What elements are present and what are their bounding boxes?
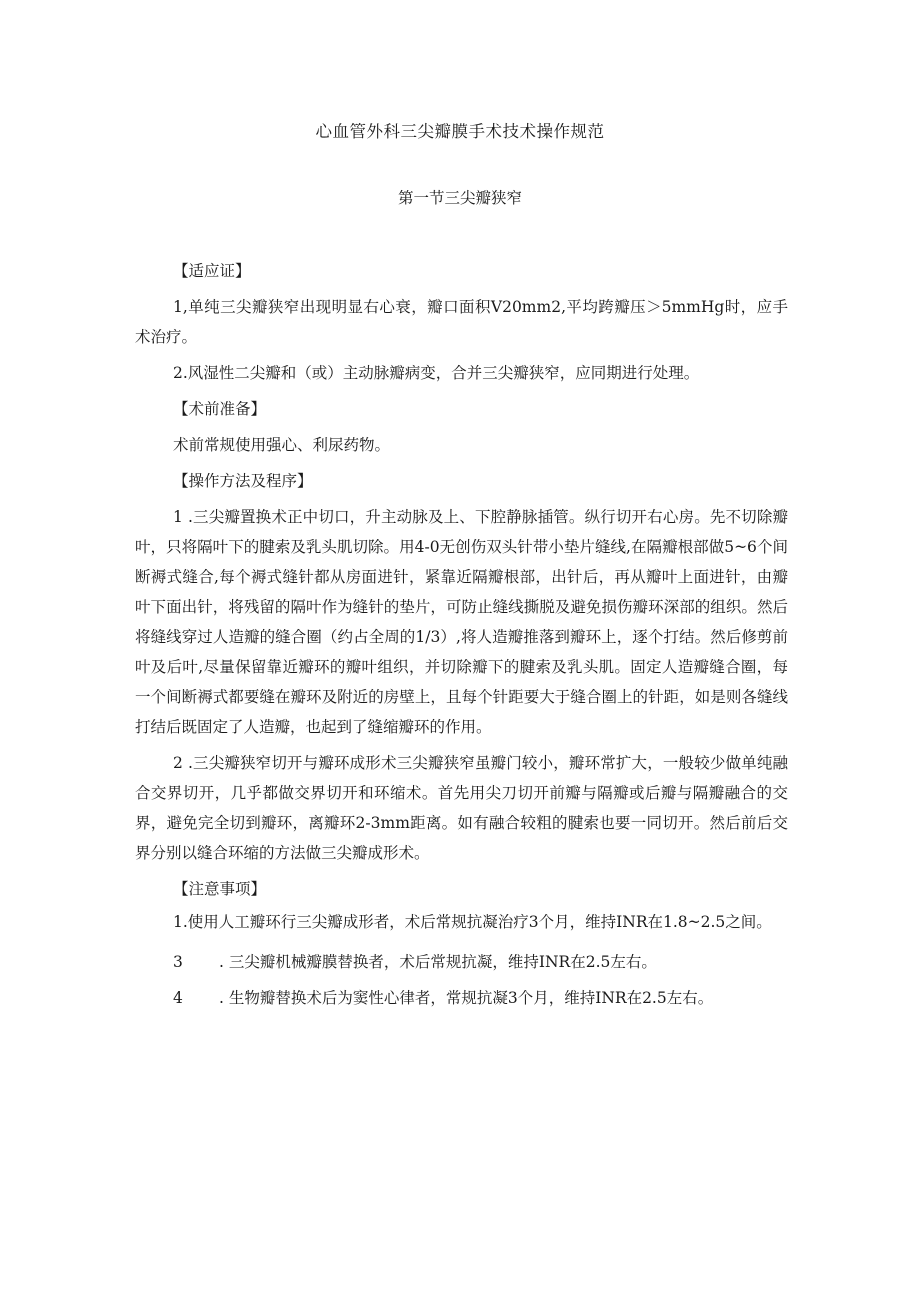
notes-item-3-number: 4 [173,989,183,1007]
procedure-item-1: 1 .三尖瓣置换术正中切口，升主动脉及上、下腔静脉插管。纵行切开右心房。先不切除瓣叶，只将隔叶下的腱索及乳头肌切除。用4-0无创伤双头针带小垫片缝线,在隔瓣根部做5~6个间断褥式缝合,每个褥式缝针都从房面进针，紧靠近隔瓣根部，出针后，再从瓣叶上面进针，由瓣叶下面出针，将残留的隔叶作为缝针的垫片，可防止缝线撕脱及避免损伤瓣环深部的组织。然后将缝线穿过人造瓣的缝合圈（约占全周的1/3）,将人造瓣推落到瓣环上，逐个打结。然后修剪前叶及后叶,尽量保留靠近瓣环的瓣叶组织，并切除瓣下的腱索及乳头肌。固定人造瓣缝合圈，每一个间断褥式都要缝在瓣环及附近的房壁上，且每个针距要大于缝合圈上的针距，如是则各缝线打结后既固定了人造瓣，也起到了缝缩瓣环的作用。 [135,508,788,736]
document-title: 心血管外科三尖瓣膜手术技术操作规范 [315,122,605,141]
document-body [135,256,788,1019]
notes-item-3-text: . 生物瓣替换术后为窦性心律者，常规抗凝3个月，维持INR在2.5左右。 [219,989,714,1007]
indications-heading: 【适应证】 [173,262,251,280]
notes-item-2-text: . 三尖瓣机械瓣膜替换者，术后常规抗凝，维持INR在2.5左右。 [219,953,657,971]
notes-item-3 [135,983,788,1013]
notes-item-2 [135,947,788,977]
preop-text: 术前常规使用强心、利尿药物。 [173,436,391,454]
section-title: 第一节三尖瓣狭窄 [397,189,522,207]
indication-item-2: 2.风湿性二尖瓣和（或）主动脉瓣病变，合并三尖瓣狭窄，应同期进行处理。 [173,364,700,382]
indication-item-1: 1,单纯三尖瓣狭窄出现明显右心衰，瓣口面积V20mm2,平均跨瓣压＞5mmHg时，应手术治疗。 [135,298,788,346]
procedure-item-2: 2 .三尖瓣狭窄切开与瓣环成形术三尖瓣狭窄虽瓣门较小，瓣环常扩大，一般较少做单纯融合交界切开，几乎都做交界切开和环缩术。首先用尖刀切开前瓣与隔瓣或后瓣与隔瓣融合的交界，避免完全切到瓣环，离瓣环2-3mm距离。如有融合较粗的腱索也要一同切开。然后前后交界分别以缝合环缩的方法做三尖瓣成形术。 [135,754,788,862]
notes-item-2-number: 3 [173,953,183,971]
preop-heading: 【术前准备】 [173,400,267,418]
notes-heading: 【注意事项】 [173,880,267,898]
notes-item-1: 1.使用人工瓣环行三尖瓣成形者，术后常规抗凝治疗3个月，维持INR在1.8~2.5之间。 [173,913,772,931]
procedure-heading: 【操作方法及程序】 [173,472,313,490]
